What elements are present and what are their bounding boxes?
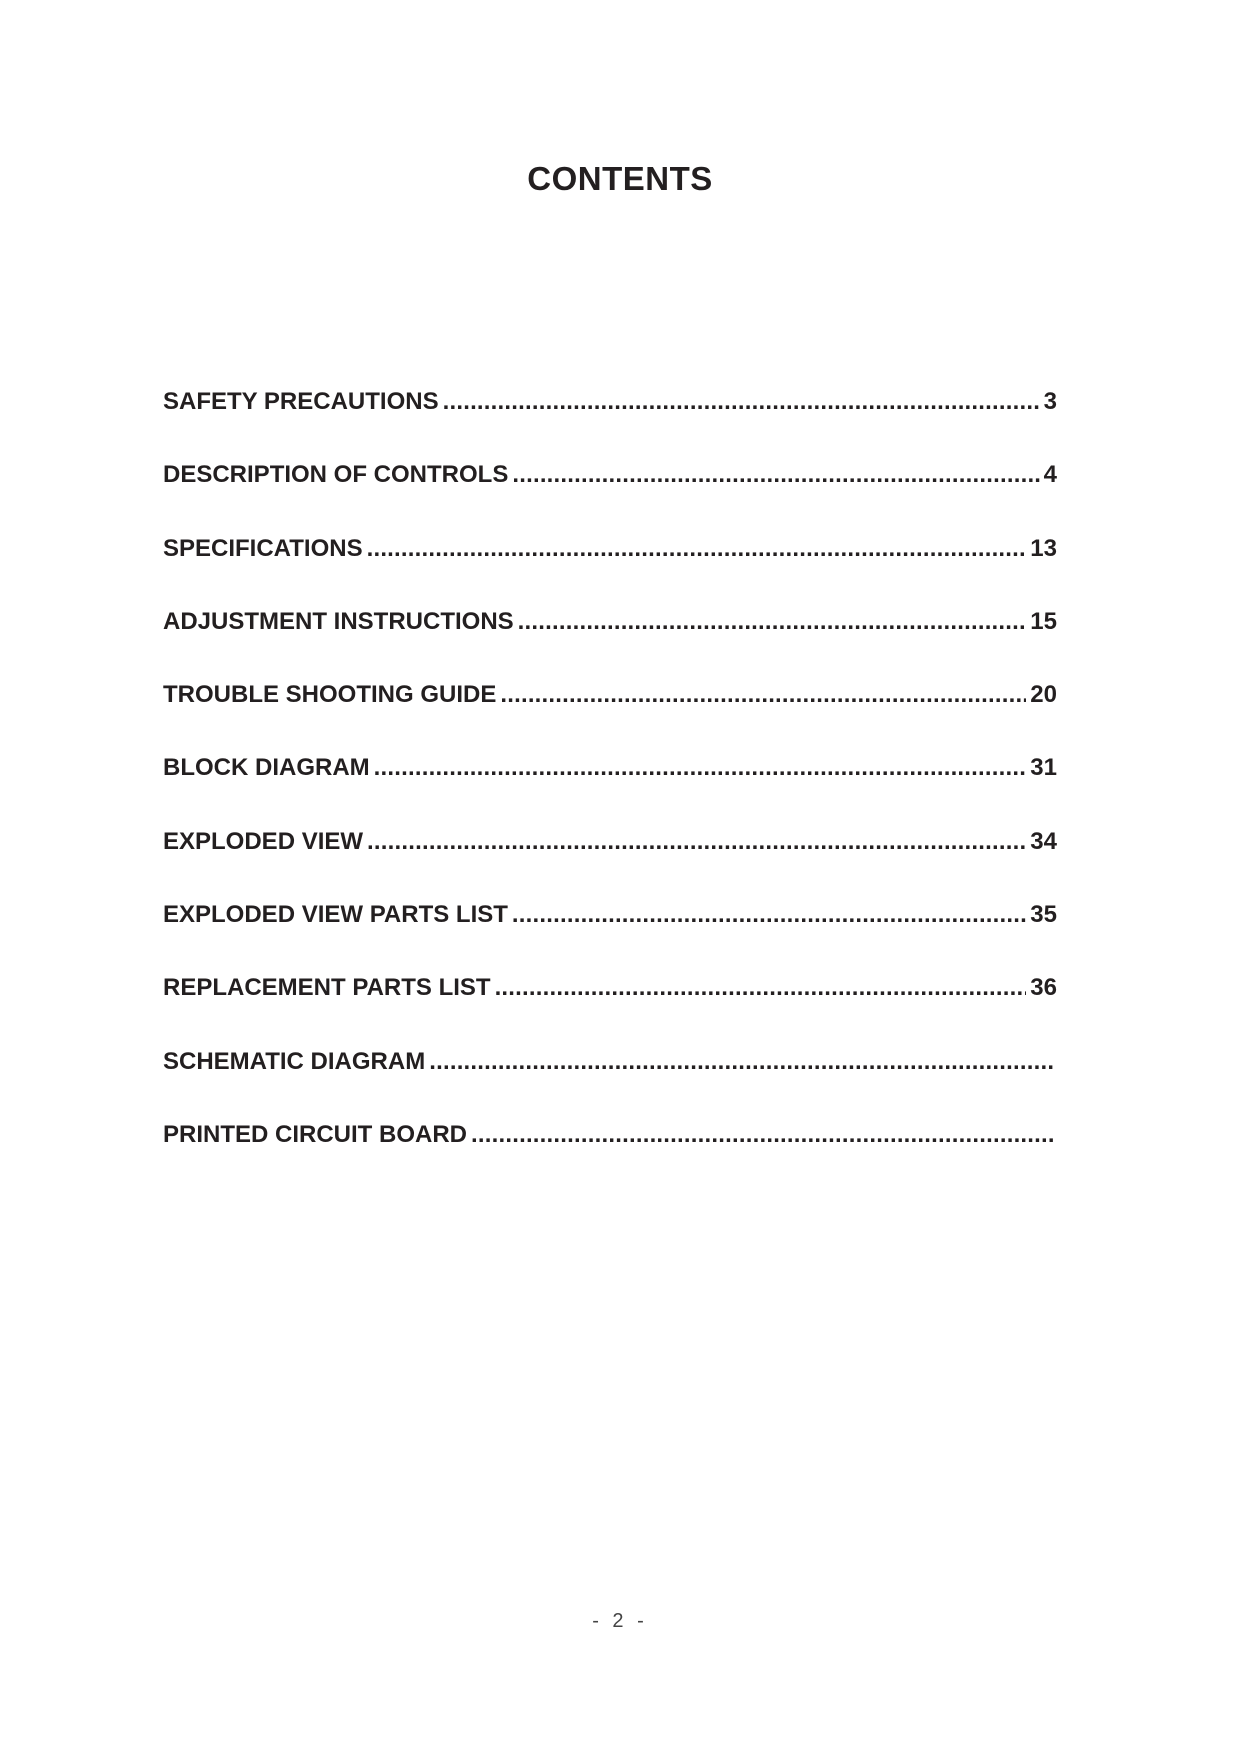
toc-entry-exploded-view-parts-list[interactable]: [163, 896, 1057, 969]
toc-entry-safety-precautions[interactable]: [163, 383, 1057, 456]
toc-dot-leader: [367, 530, 1027, 568]
toc-entry-page: 34: [1030, 827, 1057, 855]
toc-entry-replacement-parts-list[interactable]: [163, 969, 1057, 1042]
toc-dot-leader: [512, 896, 1026, 934]
toc-entry-page: 31: [1030, 754, 1057, 782]
toc-dot-leader: [518, 603, 1027, 641]
toc-entry-page: 3: [1043, 388, 1057, 415]
toc-entry-label: TROUBLE SHOOTING GUIDE: [163, 681, 497, 709]
toc-entry-trouble-shooting-guide[interactable]: [163, 676, 1057, 749]
toc-entry-label: DESCRIPTION OF CONTROLS: [163, 461, 509, 489]
toc-entry-printed-circuit-board[interactable]: [163, 1116, 1057, 1189]
toc-dot-leader: [471, 1116, 1053, 1154]
toc-entry-page: 20: [1030, 681, 1057, 709]
toc-entry-page: 35: [1030, 901, 1057, 929]
toc-entry-label: ADJUSTMENT INSTRUCTIONS: [163, 607, 514, 635]
toc-dot-leader: [429, 1043, 1053, 1081]
toc-entry-block-diagram[interactable]: [163, 749, 1057, 822]
toc-entry-label: REPLACEMENT PARTS LIST: [163, 974, 491, 1002]
toc-entry-adjustment-instructions[interactable]: [163, 603, 1057, 676]
table-of-contents: [163, 383, 1057, 1189]
toc-dot-leader: [495, 969, 1027, 1007]
toc-entry-exploded-view[interactable]: [163, 823, 1057, 896]
toc-entry-label: EXPLODED VIEW: [163, 827, 364, 855]
toc-entry-page: 36: [1030, 974, 1057, 1002]
toc-entry-label: SCHEMATIC DIAGRAM: [163, 1047, 426, 1075]
toc-dot-leader: [500, 676, 1026, 714]
toc-entry-label: BLOCK DIAGRAM: [163, 754, 370, 782]
toc-entry-label: PRINTED CIRCUIT BOARD: [163, 1120, 467, 1148]
toc-entry-schematic-diagram[interactable]: [163, 1043, 1057, 1116]
toc-entry-label: SAFETY PRECAUTIONS: [163, 388, 439, 415]
toc-entry-page: 13: [1030, 534, 1057, 562]
toc-dot-leader: [374, 749, 1027, 787]
toc-entry-label: SPECIFICATIONS: [163, 534, 363, 562]
toc-dot-leader: [443, 383, 1040, 421]
toc-entry-specifications[interactable]: [163, 530, 1057, 603]
toc-dot-leader: [512, 456, 1039, 494]
page-number: - 2 -: [592, 1610, 648, 1632]
page-title: CONTENTS: [527, 160, 713, 197]
toc-dot-leader: [367, 823, 1026, 861]
toc-entry-page: 4: [1043, 461, 1057, 489]
toc-entry-description-of-controls[interactable]: [163, 456, 1057, 529]
toc-entry-label: EXPLODED VIEW PARTS LIST: [163, 901, 508, 929]
toc-entry-page: 15: [1030, 607, 1057, 635]
